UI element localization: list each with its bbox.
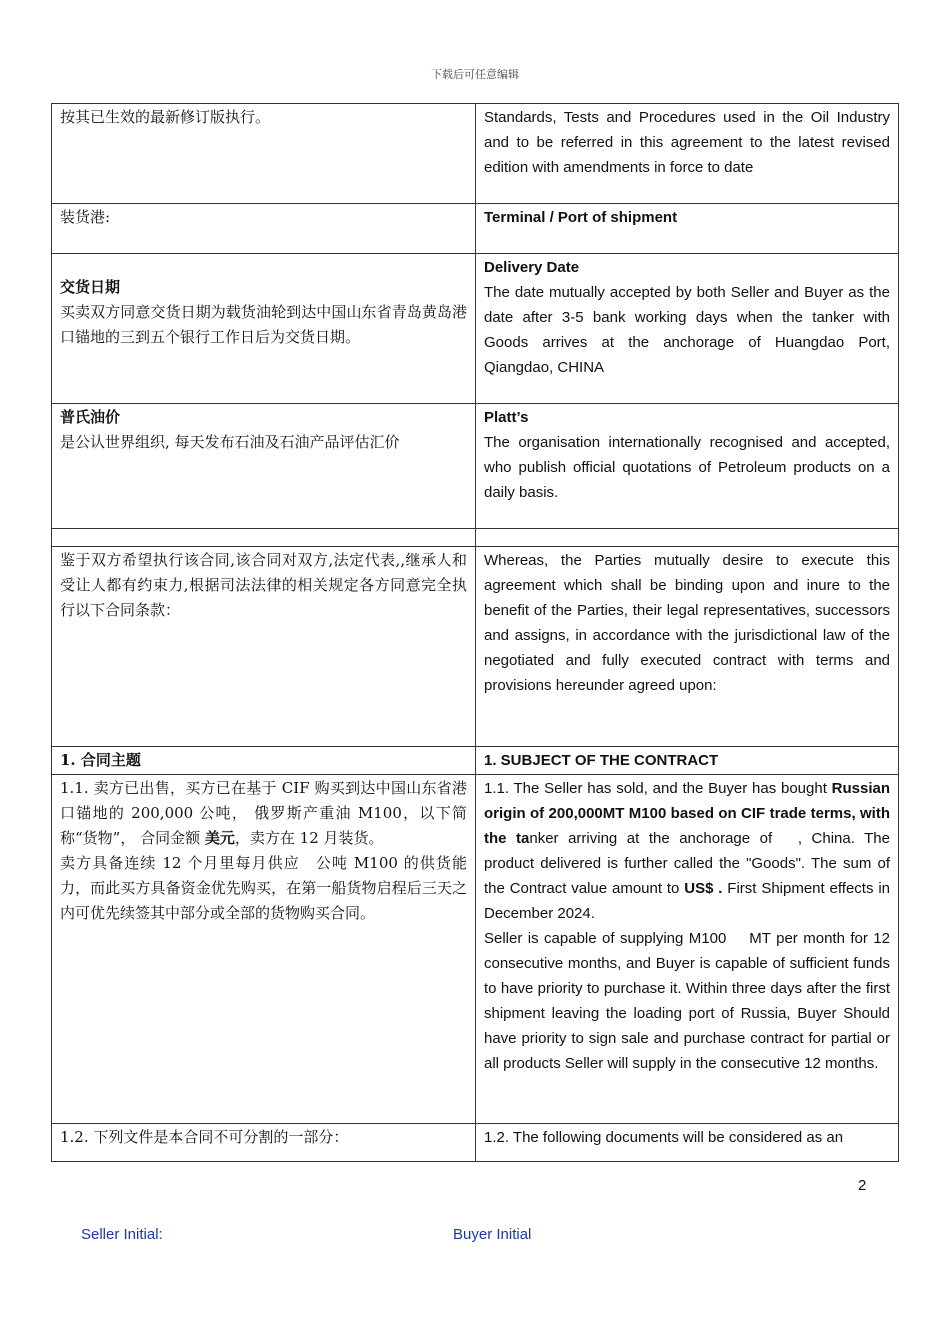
seller-initial: Seller Initial: [81, 1226, 163, 1243]
clause-1-1-cn-bold: 美元 [204, 829, 235, 847]
cn-cell: 装货港: [52, 204, 476, 254]
clause-1-1-cn-p2: 卖方具备连续 12 个月里每月供应 公吨 M100 的供货能力，而此买方具备资金优先购买，在第一船货物启程后三天之内可优先续签其中部分或全部的货物购买合同。 [60, 854, 467, 922]
en-cell [476, 254, 899, 404]
clause-1-1-cn-b: ，卖方在 12 月装货。 [234, 829, 384, 847]
empty-cell [52, 529, 476, 547]
table-row [52, 775, 899, 1124]
clause-1-1-en-p2: Seller is capable of supplying M100 MT per month for 12 consecutive months, and Buyer is capable of sufficient funds to have priority to purchase it. Within three days after the first shipment leaving the loading port of Russia, Buyer Should have priority to sign sale and purchase contract for partial or all products Seller will supply in the consecutive 12 months. [484, 930, 890, 1072]
clause-1-1-en-a: 1.1. The Seller has sold, and the Buyer has bought [484, 780, 832, 797]
contract-table [51, 103, 899, 1162]
cn-cell [52, 404, 476, 529]
platts-cn-body: 是公认世界组织, 每天发布石油及石油产品评估汇价 [60, 433, 400, 451]
en-cell: 1.2. The following documents will be considered as an [476, 1124, 899, 1162]
clause-1-1-cn-a: 1.1. 卖方已出售，买方已在基于 CIF 购买到达中国山东省港口锚地的 200,000 公吨， 俄罗斯产重油 M100，以下简称“货物”， 合同金额 [60, 779, 467, 847]
delivery-date-cn-title: 交货日期 [60, 278, 121, 296]
table-row [52, 254, 899, 404]
table-row [52, 104, 899, 204]
cn-cell: 按其已生效的最新修订版执行。 [52, 104, 476, 204]
cn-cell [52, 254, 476, 404]
header-note: 下载后可任意编辑 [431, 68, 519, 81]
cn-cell: 1.2. 下列文件是本合同不可分割的一部分： [52, 1124, 476, 1162]
buyer-initial: Buyer Initial [453, 1226, 532, 1243]
table-row [52, 747, 899, 775]
en-cell [476, 404, 899, 529]
platts-en-title: Platt’s [484, 409, 529, 426]
table-row [52, 404, 899, 529]
en-cell: Terminal / Port of shipment [476, 204, 899, 254]
table-row [52, 204, 899, 254]
clause-1-1-en-bold2: US$ . [684, 880, 723, 897]
delivery-date-en-body: The date mutually accepted by both Seller and Buyer as the date after 3-5 bank working days when the tanker with Goods arrives at the anchorage of Huangdao Port, Qiangdao, CHINA [484, 284, 890, 376]
section-title-cn: 1. 合同主题 [52, 747, 476, 775]
delivery-date-cn-body: 买卖双方同意交货日期为载货油轮到达中国山东省青岛黄岛港口锚地的三到五个银行工作日后为交货日期。 [60, 303, 467, 346]
table-row [52, 529, 899, 547]
delivery-date-en-title: Delivery Date [484, 259, 580, 276]
cn-cell: 鉴于双方希望执行该合同,该合同对双方,法定代表,,继承人和受让人都有约束力,根据司法法律的相关规定各方同意完全执行以下合同条款： [52, 547, 476, 747]
page-number: 2 [858, 1177, 867, 1194]
table-row [52, 547, 899, 747]
en-cell: Standards, Tests and Procedures used in the Oil Industry and to be referred in this agreement to the latest revised edition with amendments in force to date [476, 104, 899, 204]
section-title-en: 1. SUBJECT OF THE CONTRACT [476, 747, 899, 775]
platts-en-body: The organisation internationally recognised and accepted, who publish official quotations of Petroleum products on a daily basis. [484, 434, 890, 501]
cn-cell [52, 775, 476, 1124]
empty-cell [476, 529, 899, 547]
clause-1-1-en-c: First Shipment effects in December 2024. [484, 880, 891, 922]
en-cell [476, 775, 899, 1124]
platts-cn-title: 普氏油价 [60, 408, 121, 426]
clause-1-1-en-bold1: Russian origin of 200,000MT M100 based on CIF trade terms, with the ta [484, 780, 890, 847]
clause-1-1-en-b: nker arriving at the anchorage of , China. The product delivered is further called the "Goods". The sum of the Contract value amount to [484, 830, 890, 897]
en-cell: Whereas, the Parties mutually desire to execute this agreement which shall be binding upon and inure to the benefit of the Parties, their legal representatives, successors and assigns, in accordance with the jurisdictional law of the negotiated and fully executed contract with terms and provisions hereunder agreed upon: [476, 547, 899, 747]
table-row [52, 1124, 899, 1162]
